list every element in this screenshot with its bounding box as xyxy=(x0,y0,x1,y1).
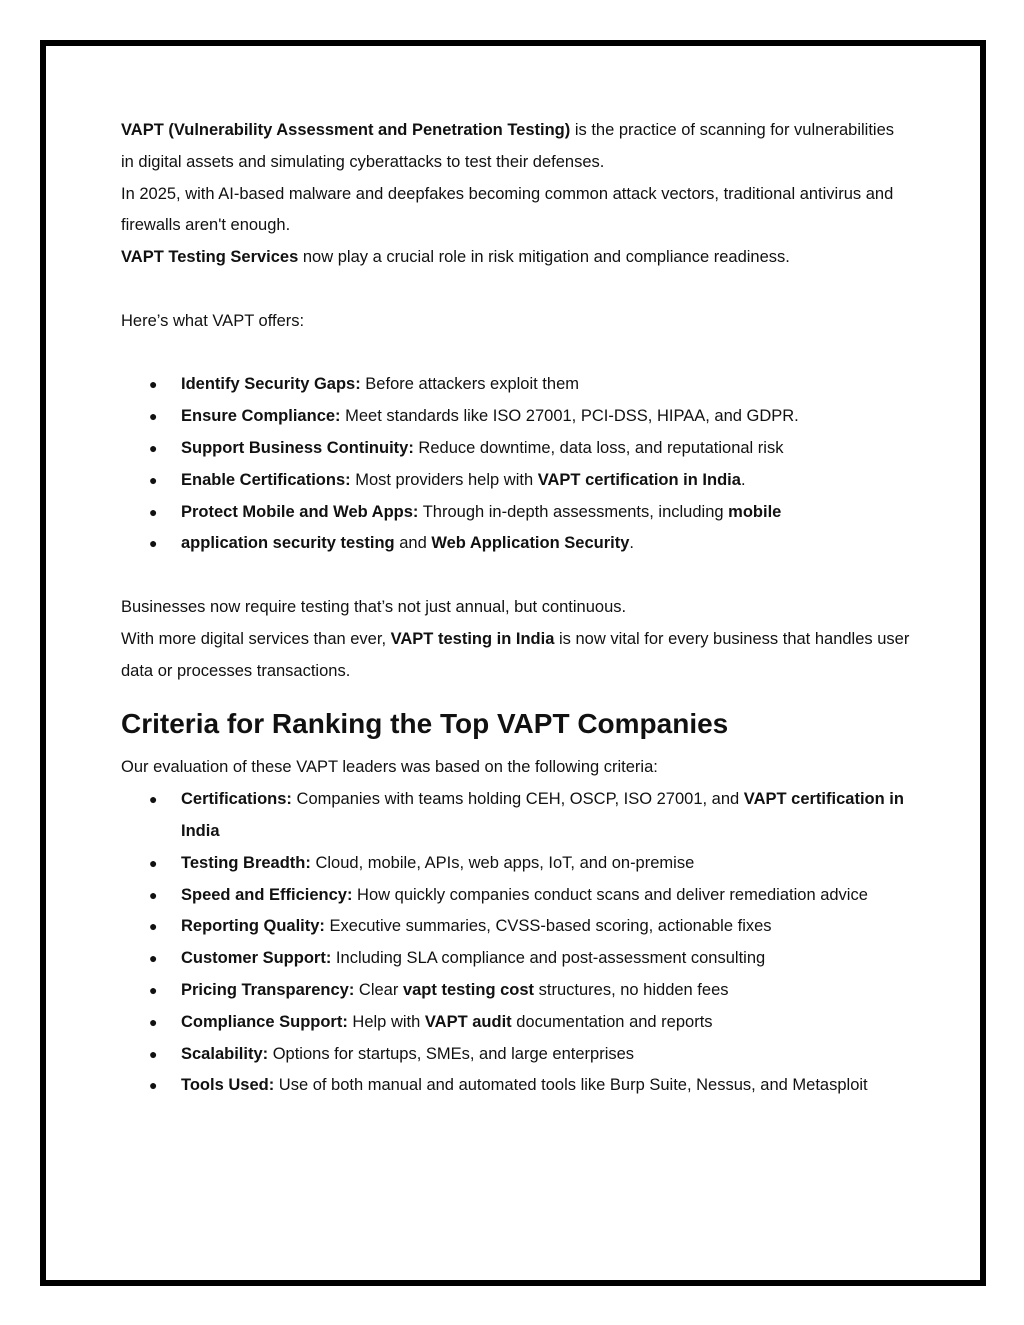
bullet-icon: ● xyxy=(149,535,158,552)
criteria-lead: Our evaluation of these VAPT leaders was based on the following criteria: xyxy=(121,758,658,777)
bullet-icon: ● xyxy=(149,854,158,871)
continuous-line-2: With more digital services than ever, VAPT testing in India is now vital for every business that handles user data or processes transactions. xyxy=(121,629,910,680)
continuous-line-1: Businesses now require testing that’s not just annual, but continuous. xyxy=(121,597,627,616)
list-item: ● Compliance Support: Help with VAPT audit documentation and reports xyxy=(121,1007,911,1039)
list-item: ● Tools Used: Use of both manual and automated tools like Burp Suite, Nessus, and Metasploit xyxy=(121,1070,911,1102)
list-item: ● application security testing and Web Application Security. xyxy=(121,528,911,560)
spacer xyxy=(121,338,911,370)
offers-list xyxy=(121,369,911,560)
list-item: ● Certifications: Companies with teams holding CEH, OSCP, ISO 27001, and VAPT certification in India xyxy=(121,784,911,848)
bullet-icon: ● xyxy=(149,918,158,935)
vapt-definition-text: is the practice of scanning for vulnerabilities in digital assets and simulating cyberattacks to test their defenses. xyxy=(121,121,895,171)
bullet-icon: ● xyxy=(149,886,158,903)
list-item: ● Customer Support: Including SLA compliance and post-assessment consulting xyxy=(121,943,911,975)
bullet-icon: ● xyxy=(149,471,158,488)
spacer xyxy=(121,560,911,592)
section-heading: Criteria for Ranking the Top VAPT Companies xyxy=(121,708,729,740)
bullet-icon: ● xyxy=(149,439,158,456)
list-item: ● Protect Mobile and Web Apps: Through in-depth assessments, including mobile xyxy=(121,497,911,529)
list-item: ● Testing Breadth: Cloud, mobile, APIs, web apps, IoT, and on-premise xyxy=(121,848,911,880)
bullet-icon: ● xyxy=(149,1013,158,1030)
criteria-list xyxy=(121,784,911,1102)
offers-lead: Here’s what VAPT offers: xyxy=(121,311,305,330)
bullet-icon: ● xyxy=(149,1077,158,1094)
bullet-icon: ● xyxy=(149,1045,158,1062)
intro-paragraph-1 xyxy=(121,115,911,179)
intro-paragraph-3 xyxy=(121,242,911,274)
bullet-icon: ● xyxy=(149,981,158,998)
list-item: ● Enable Certifications: Most providers help with VAPT certification in India. xyxy=(121,465,911,497)
list-item: ● Scalability: Options for startups, SMEs, and large enterprises xyxy=(121,1039,911,1071)
spacer xyxy=(121,687,911,702)
list-item: ● Support Business Continuity: Reduce downtime, data loss, and reputational risk xyxy=(121,433,911,465)
vapt-definition-term: VAPT (Vulnerability Assessment and Penetration Testing) xyxy=(121,121,571,139)
list-item: ● Ensure Compliance: Meet standards like ISO 27001, PCI-DSS, HIPAA, and GDPR. xyxy=(121,401,911,433)
vapt-services-text: now play a crucial role in risk mitigation and compliance readiness. xyxy=(298,248,790,267)
spacer xyxy=(121,274,911,306)
bullet-icon: ● xyxy=(149,376,158,393)
bullet-icon: ● xyxy=(149,503,158,520)
intro-paragraph-2: In 2025, with AI-based malware and deepfakes becoming common attack vectors, traditional antivirus and firewalls aren't enough. xyxy=(121,184,894,235)
list-item: ● Identify Security Gaps: Before attackers exploit them xyxy=(121,369,911,401)
bullet-icon: ● xyxy=(149,408,158,425)
vapt-services-term: VAPT Testing Services xyxy=(121,248,299,267)
document-body xyxy=(121,115,911,1102)
list-item: ● Reporting Quality: Executive summaries, CVSS-based scoring, actionable fixes xyxy=(121,911,911,943)
list-item: ● Speed and Efficiency: How quickly companies conduct scans and deliver remediation advice xyxy=(121,880,911,912)
bullet-icon: ● xyxy=(149,791,158,808)
list-item: ● Pricing Transparency: Clear vapt testing cost structures, no hidden fees xyxy=(121,975,911,1007)
bullet-icon: ● xyxy=(149,950,158,967)
